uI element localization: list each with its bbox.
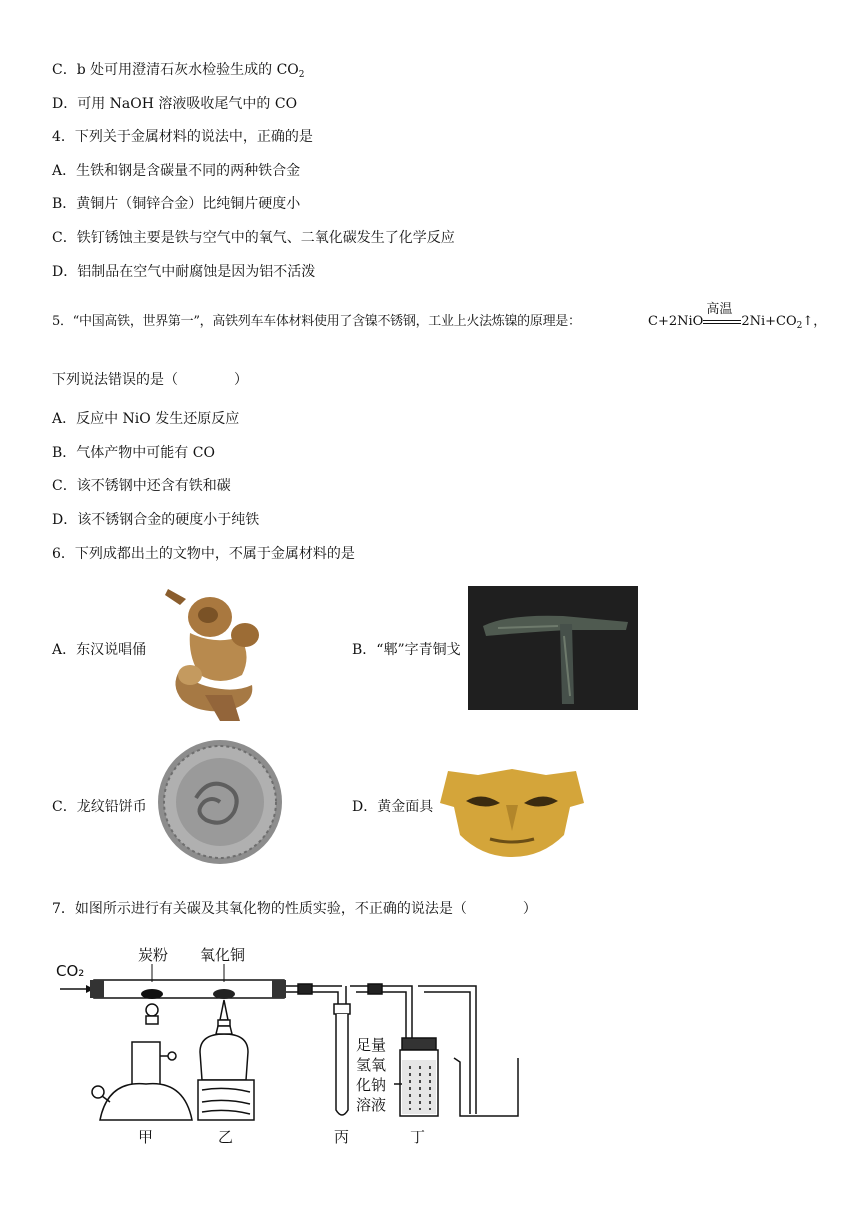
label-jia: 甲 [138, 1128, 154, 1146]
eq-condition: 高温 [706, 302, 733, 317]
test-tube-bing [334, 1004, 350, 1115]
q5-stem2: 下列说法错误的是（ ） [52, 372, 248, 388]
naoh-label-2: 氢氧 [356, 1056, 387, 1074]
q3-option-c: C．b 处可用澄清石灰水检验生成的 $CO_2$ [52, 62, 305, 80]
q5-option-a: A．反应中 NiO 发生还原反应 [52, 411, 240, 427]
q6-option-a: A．东汉说唱俑 [52, 642, 147, 658]
naoh-label-1: 足量 [356, 1036, 387, 1054]
q7-stem: 7．如图所示进行有关碳及其氧化物的性质实验，不正确的说法是（ ） [52, 901, 537, 917]
q6-option-b: B．“郫”字青铜戈 [352, 642, 461, 658]
gold-mask-image [438, 765, 586, 859]
wash-bottle-ding [394, 1038, 438, 1116]
q4-stem: 4．下列关于金属材料的说法中，正确的是 [52, 129, 313, 145]
glass-tube [90, 980, 286, 999]
q5-option-b: B．气体产物中可能有 CO [52, 445, 215, 461]
q5-stem: 5．“中国高铁，世界第一”，高铁列车车体材料使用了含镍不锈钢，工业上火法炼镍的原理是： [52, 314, 581, 329]
copper-oxide-label: 氧化铜 [200, 946, 246, 964]
q4-option-a: A．生铁和钢是含碳量不同的两种铁合金 [52, 163, 301, 179]
label-bing: 丙 [334, 1128, 350, 1146]
eq-right: 2Ni+CO [741, 314, 797, 329]
label-ding: 丁 [410, 1128, 426, 1146]
q6-option-c: C．龙纹铅饼币 [52, 799, 147, 815]
q5-equation: C+2NiO 高温 $2Ni+CO_2↑$， [648, 302, 827, 331]
q3-option-d: D．可用 NaOH 溶液吸收尾气中的 CO [52, 96, 298, 112]
eq-arrow [703, 302, 741, 332]
label-yi: 乙 [218, 1128, 234, 1146]
eq-left: C+2NiO [648, 314, 704, 329]
carbon-powder-label: 炭粉 [138, 946, 169, 964]
q4-option-d: D．铝制品在空气中耐腐蚀是因为铝不活泼 [52, 264, 316, 280]
bronze-dagger-axe-image [468, 586, 638, 710]
q4-option-c: C．铁钉锈蚀主要是铁与空气中的氧气、二氧化碳发生了化学反应 [52, 230, 455, 246]
q5-option-d: D．该不锈钢合金的硬度小于纯铁 [52, 512, 260, 528]
figurine-image [160, 575, 272, 721]
co2-label: CO₂ [56, 962, 85, 980]
q4-option-b: B．黄铜片（铜锌合金）比纯铜片硬度小 [52, 196, 301, 212]
eq-tail: ↑， [802, 314, 827, 329]
q6-stem: 6．下列成都出土的文物中，不属于金属材料的是 [52, 546, 355, 562]
q6-option-d: D．黄金面具 [352, 799, 434, 815]
alcohol-lamp-yi [198, 1000, 254, 1120]
burner-jia [92, 1004, 192, 1120]
experiment-apparatus-diagram [50, 942, 550, 1152]
lead-coin-image [156, 738, 284, 866]
q5-option-c: C．该不锈钢中还含有铁和碳 [52, 478, 231, 494]
naoh-label-4: 溶液 [356, 1096, 387, 1114]
beaker [454, 1058, 518, 1116]
naoh-label-3: 化钠 [356, 1076, 387, 1094]
